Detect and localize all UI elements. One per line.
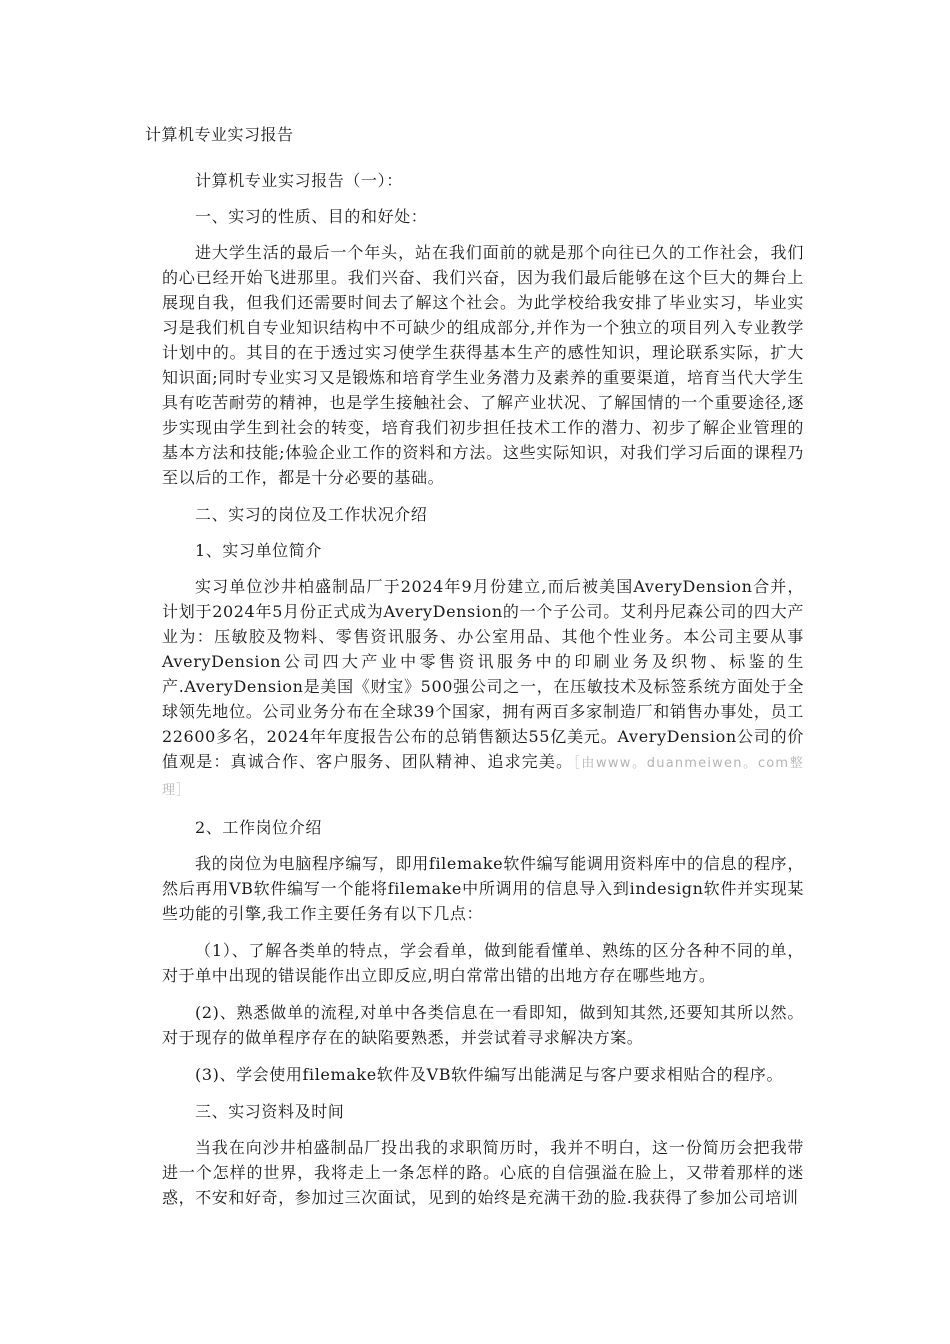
source-watermark: ［由www。duanmeiwen。com整理］ [162, 756, 804, 798]
paragraph-company-intro [162, 574, 804, 803]
document-title: 计算机专业实习报告 [145, 125, 294, 144]
section-heading-position: 二、实习的岗位及工作状况介绍 [195, 505, 428, 524]
subheading-company-intro: 1、实习单位简介 [195, 541, 322, 560]
section-heading-report-one: 计算机专业实习报告（一）： [195, 171, 403, 190]
task-item-2: (2)、熟悉做单的流程,对单中各类信息在一看即知，做到知其然,还要知其所以然。对于现存的做单程序存在的缺陷要熟悉，并尝试着寻求解决方案。 [162, 1003, 804, 1047]
paragraph-purpose: 进大学生活的最后一个年头，站在我们面前的就是那个向往已久的工作社会，我们的心已经开始飞进那里。我们兴奋、我们兴奋，因为我们最后能够在这个巨大的舞台上展现自我，但我们还需要时间去了解这个社会。为此学校给我安排了毕业实习，毕业实习是我们机自专业知识结构中不可缺少的组成部分,并作为一个独立的项目列入专业教学计划中的。其目的在于透过实习使学生获得基本生产的感性知识，理论联系实际，扩大知识面;同时专业实习又是锻炼和培育学生业务潜力及素养的重要渠道，培育当代大学生具有吃苦耐劳的精神，也是学生接触社会、了解产业状况、了解国情的一个重要途径,逐步实现由学生到社会的转变，培育我们初步担任技术工作的潜力、初步了解企业管理的基本方法和技能;体验企业工作的资料和方法。这些实际知识，对我们学习后面的课程乃至以后的工作，都是十分必要的基础。 [162, 243, 804, 487]
section-heading-time: 三、实习资料及时间 [195, 1102, 345, 1121]
subheading-job-intro: 2、工作岗位介绍 [195, 818, 322, 837]
paragraph-job-intro: 我的岗位为电脑程序编写，即用filemake软件编写能调用资料库中的信息的程序，然后再用VB软件编写一个能将filemake中所调用的信息导入到indesign软件并实现某些功能的引擎,我工作主要任务有以下几点： [162, 854, 804, 923]
task-item-3: (3)、学会使用filemake软件及VB软件编写出能满足与客户要求相贴合的程序。 [195, 1065, 784, 1084]
paragraph-time: 当我在向沙井柏盛制品厂投出我的求职简历时，我并不明白，这一份简历会把我带进一个怎样的世界，我将走上一条怎样的路。心底的自信强溢在脸上，又带着那样的迷惑，不安和好奇，参加过三次面试，见到的始终是充满干劲的脸.我获得了参加公司培训 [162, 1138, 804, 1207]
document-body [162, 168, 804, 1222]
company-intro-text: 实习单位沙井柏盛制品厂于2024年9月份建立,而后被美国AveryDension合并，计划于2024年5月份正式成为AveryDension的一个子公司。艾利丹尼森公司的四大产业为：压敏胶及物料、零售资讯服务、办公室用品、其他个性业务。本公司主要从事AveryDension公司四大产业中零售资讯服务中的印刷业务及织物、标鉴的生产.AveryDension是美国《财宝》500强公司之一，在压敏技术及标签系统方面处于全球领先地位。公司业务分布在全球39个国家，拥有两百多家制造厂和销售办事处，员工22600多名，2024年年度报告公布的总销售额达55亿美元。AveryDension公司的价值观是：真诚合作、客户服务、团队精神、追求完美。 [162, 577, 804, 771]
task-item-1: （1）、了解各类单的特点，学会看单，做到能看懂单、熟练的区分各种不同的单，对于单中出现的错误能作出立即反应,明白常常出错的出地方存在哪些地方。 [162, 941, 804, 985]
section-heading-purpose: 一、实习的性质、目的和好处： [195, 207, 428, 226]
